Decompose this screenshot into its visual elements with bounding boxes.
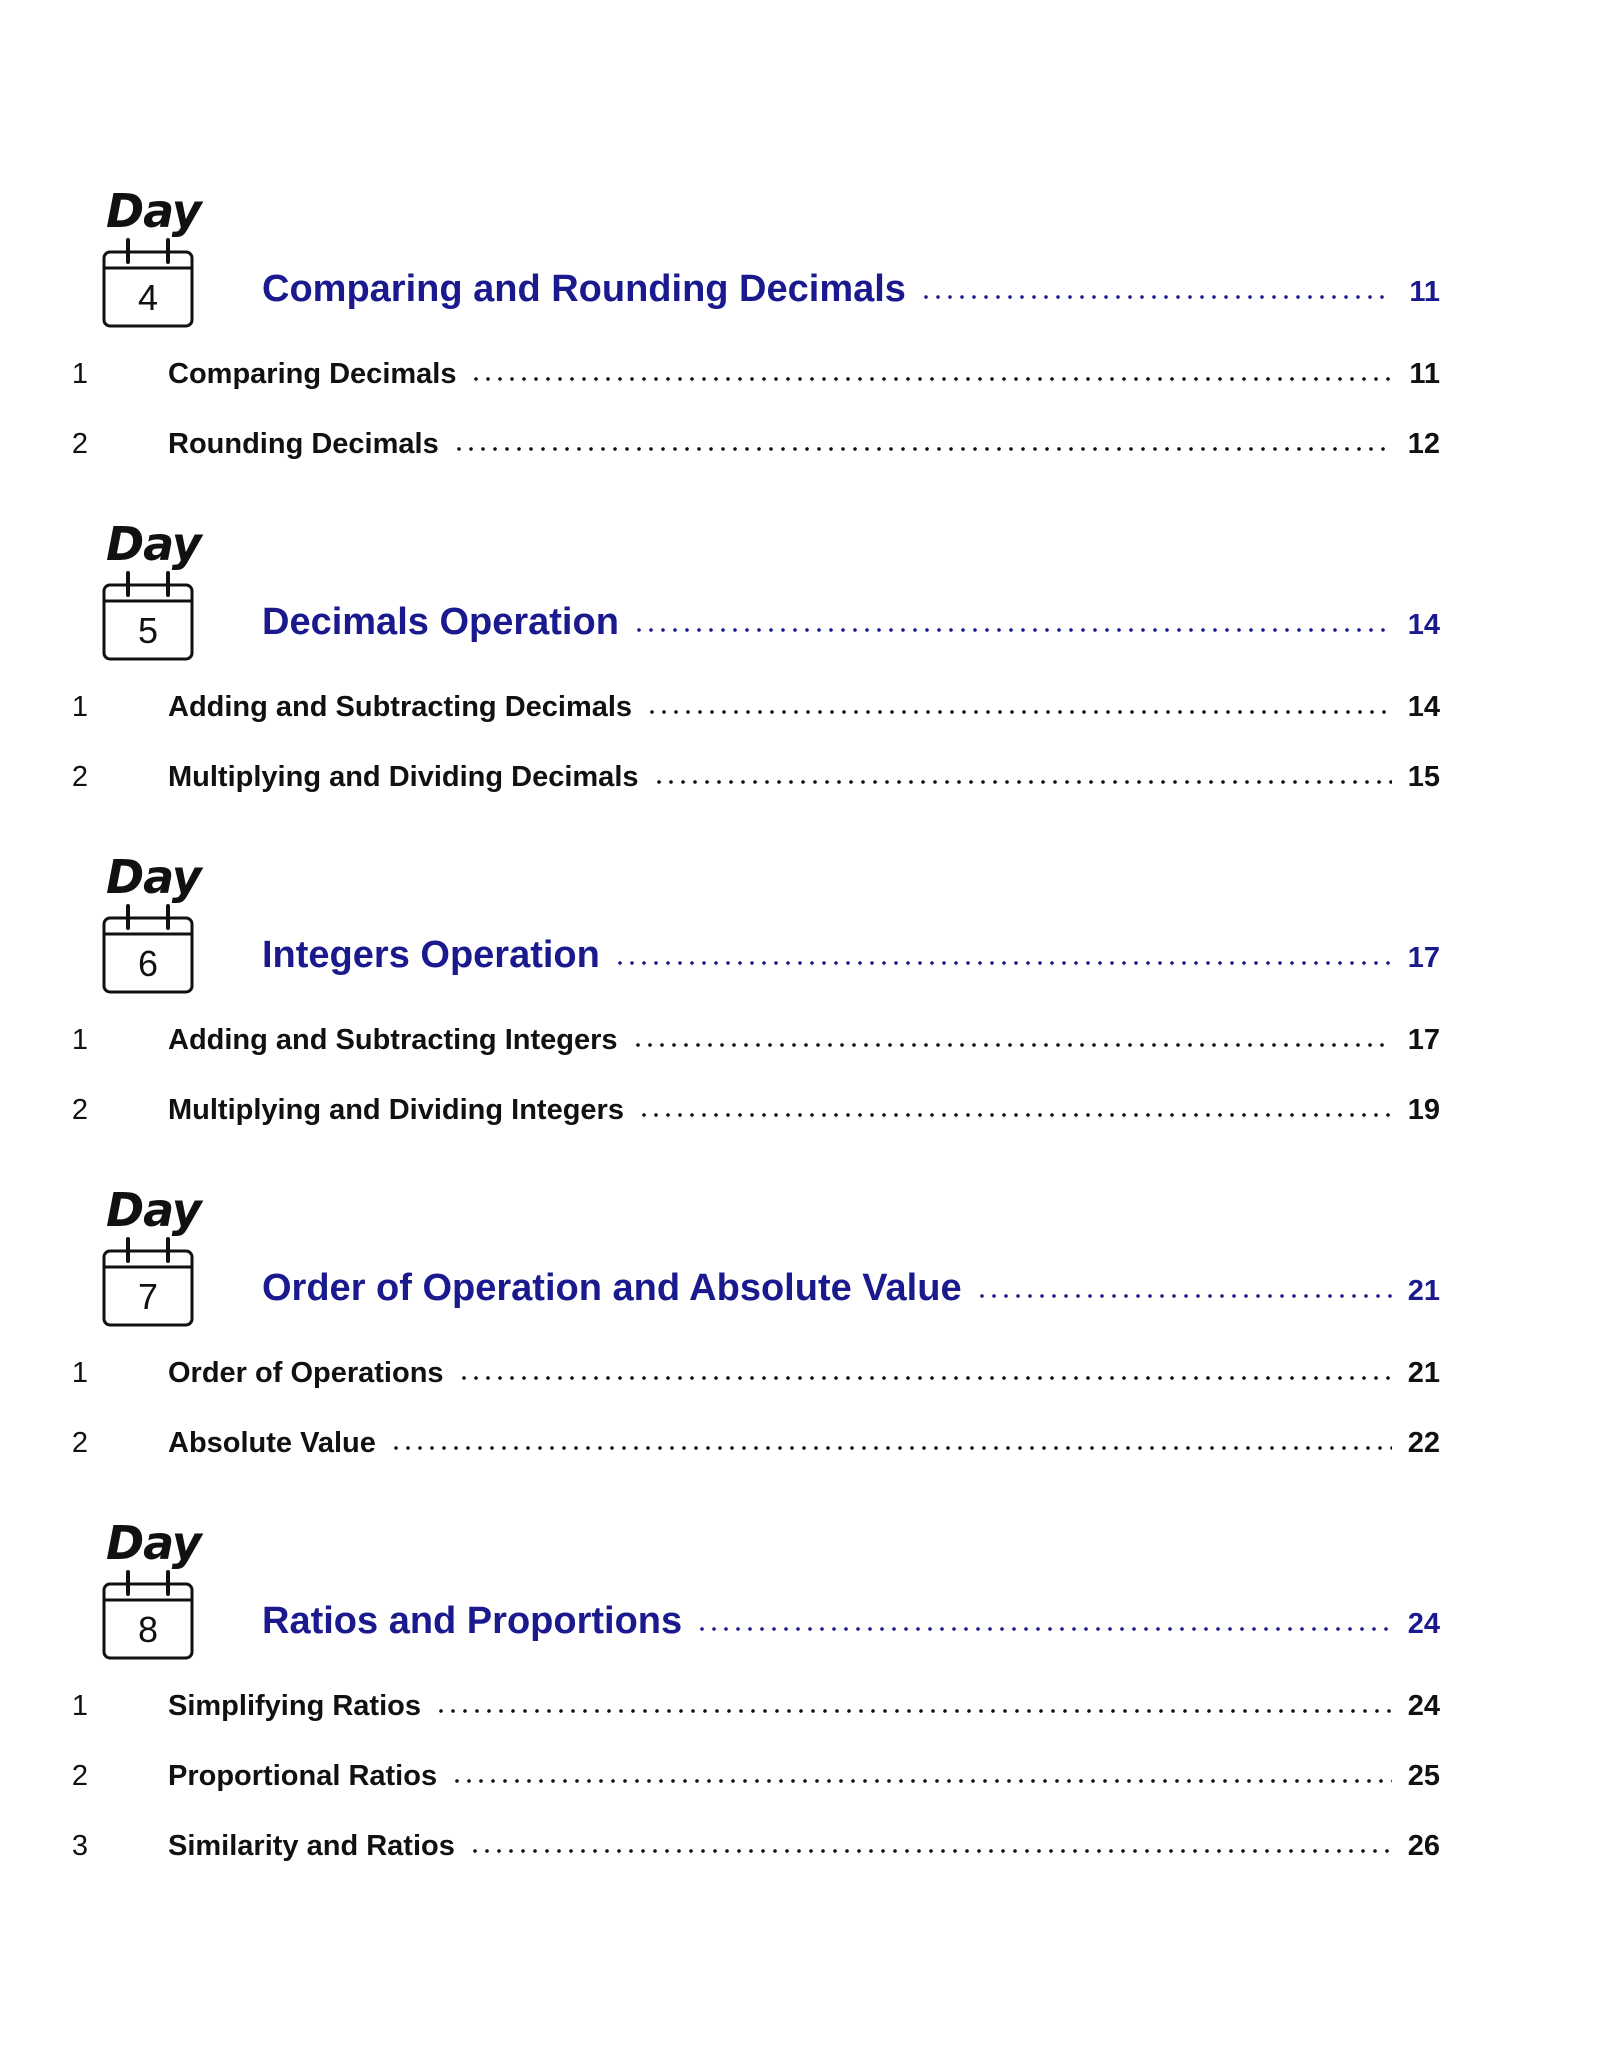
day-label: Day [106, 517, 201, 571]
day-badge [96, 1181, 208, 1331]
topic-number: 2 [71, 428, 89, 460]
day-label: Day [106, 850, 201, 904]
day-label: Day [106, 1183, 201, 1237]
dot-leader [435, 1709, 1392, 1713]
section-title-entry[interactable] [262, 1600, 1440, 1643]
topic-number: 1 [71, 358, 89, 390]
topic-page-number: 17 [1407, 1024, 1440, 1056]
topic-page-number: 19 [1407, 1094, 1440, 1126]
topic-entry[interactable] [168, 1024, 1440, 1057]
topic-page-number: 12 [1407, 428, 1440, 460]
day-label: Day [106, 184, 201, 238]
day-badge [96, 1514, 208, 1664]
topic-entry[interactable] [168, 428, 1440, 461]
section-page-number: 17 [1407, 942, 1440, 974]
topic-title: Order of Operations [168, 1357, 444, 1389]
dot-leader [453, 447, 1392, 451]
day-badge [96, 182, 208, 332]
topic-entry[interactable] [168, 691, 1440, 724]
section-title: Order of Operation and Absolute Value [262, 1267, 962, 1309]
dot-leader [632, 1043, 1392, 1047]
dot-leader [469, 1849, 1392, 1853]
day-number: 4 [137, 277, 159, 318]
topic-page-number: 15 [1407, 761, 1440, 793]
topic-page-number: 22 [1407, 1427, 1440, 1459]
section-title-entry[interactable] [262, 934, 1440, 977]
topic-entry[interactable] [168, 1357, 1440, 1390]
dot-leader [458, 1376, 1392, 1380]
day-badge [96, 848, 208, 998]
section-page-number: 11 [1409, 276, 1440, 308]
section-page-number: 21 [1407, 1275, 1440, 1307]
topic-title: Comparing Decimals [168, 358, 457, 390]
topic-entry[interactable] [168, 358, 1440, 391]
day-number: 6 [137, 943, 159, 984]
section-page-number: 14 [1407, 609, 1440, 641]
topic-title: Multiplying and Dividing Decimals [168, 761, 639, 793]
section-page-number: 24 [1407, 1608, 1440, 1640]
topic-number: 2 [71, 1427, 89, 1459]
topic-number: 3 [71, 1830, 89, 1862]
topic-number: 2 [71, 761, 89, 793]
dot-leader [470, 377, 1392, 381]
section-title: Comparing and Rounding Decimals [262, 268, 906, 310]
section-title: Ratios and Proportions [262, 1600, 683, 1642]
topic-entry[interactable] [168, 761, 1440, 794]
dot-leader [696, 1627, 1392, 1631]
topic-title: Adding and Subtracting Decimals [168, 691, 633, 723]
topic-page-number: 14 [1407, 691, 1440, 723]
section-title-entry[interactable] [262, 268, 1440, 311]
section-title: Decimals Operation [262, 601, 619, 643]
dot-leader [976, 1294, 1392, 1298]
topic-title: Absolute Value [168, 1427, 376, 1459]
dot-leader [390, 1446, 1392, 1450]
section-title: Integers Operation [262, 934, 600, 976]
dot-leader [646, 710, 1392, 714]
topic-entry[interactable] [168, 1427, 1440, 1460]
section-title-entry[interactable] [262, 601, 1440, 644]
topic-title: Adding and Subtracting Integers [168, 1024, 618, 1056]
topic-title: Proportional Ratios [168, 1760, 438, 1792]
section-title-entry[interactable] [262, 1267, 1440, 1310]
topic-entry[interactable] [168, 1094, 1440, 1127]
topic-title: Multiplying and Dividing Integers [168, 1094, 624, 1126]
dot-leader [638, 1113, 1392, 1117]
topic-number: 1 [71, 691, 89, 723]
topic-number: 1 [71, 1357, 89, 1389]
topic-number: 2 [71, 1760, 89, 1792]
topic-page-number: 25 [1407, 1760, 1440, 1792]
dot-leader [614, 961, 1392, 965]
topic-number: 2 [71, 1094, 89, 1126]
topic-page-number: 21 [1407, 1357, 1440, 1389]
topic-page-number: 11 [1409, 358, 1440, 390]
day-badge [96, 515, 208, 665]
topic-number: 1 [71, 1690, 89, 1722]
topic-title: Simplifying Ratios [168, 1690, 421, 1722]
topic-page-number: 24 [1407, 1690, 1440, 1722]
dot-leader [633, 628, 1392, 632]
day-number: 5 [137, 610, 159, 651]
topic-entry[interactable] [168, 1760, 1440, 1793]
dot-leader [920, 295, 1392, 299]
topic-entry[interactable] [168, 1690, 1440, 1723]
topic-title: Rounding Decimals [168, 428, 439, 460]
topic-entry[interactable] [168, 1830, 1440, 1863]
topic-title: Similarity and Ratios [168, 1830, 455, 1862]
topic-page-number: 26 [1407, 1830, 1440, 1862]
day-label: Day [106, 1516, 201, 1570]
topic-number: 1 [71, 1024, 89, 1056]
dot-leader [451, 1779, 1392, 1783]
day-number: 8 [137, 1609, 159, 1650]
day-number: 7 [137, 1276, 159, 1317]
dot-leader [653, 780, 1393, 784]
